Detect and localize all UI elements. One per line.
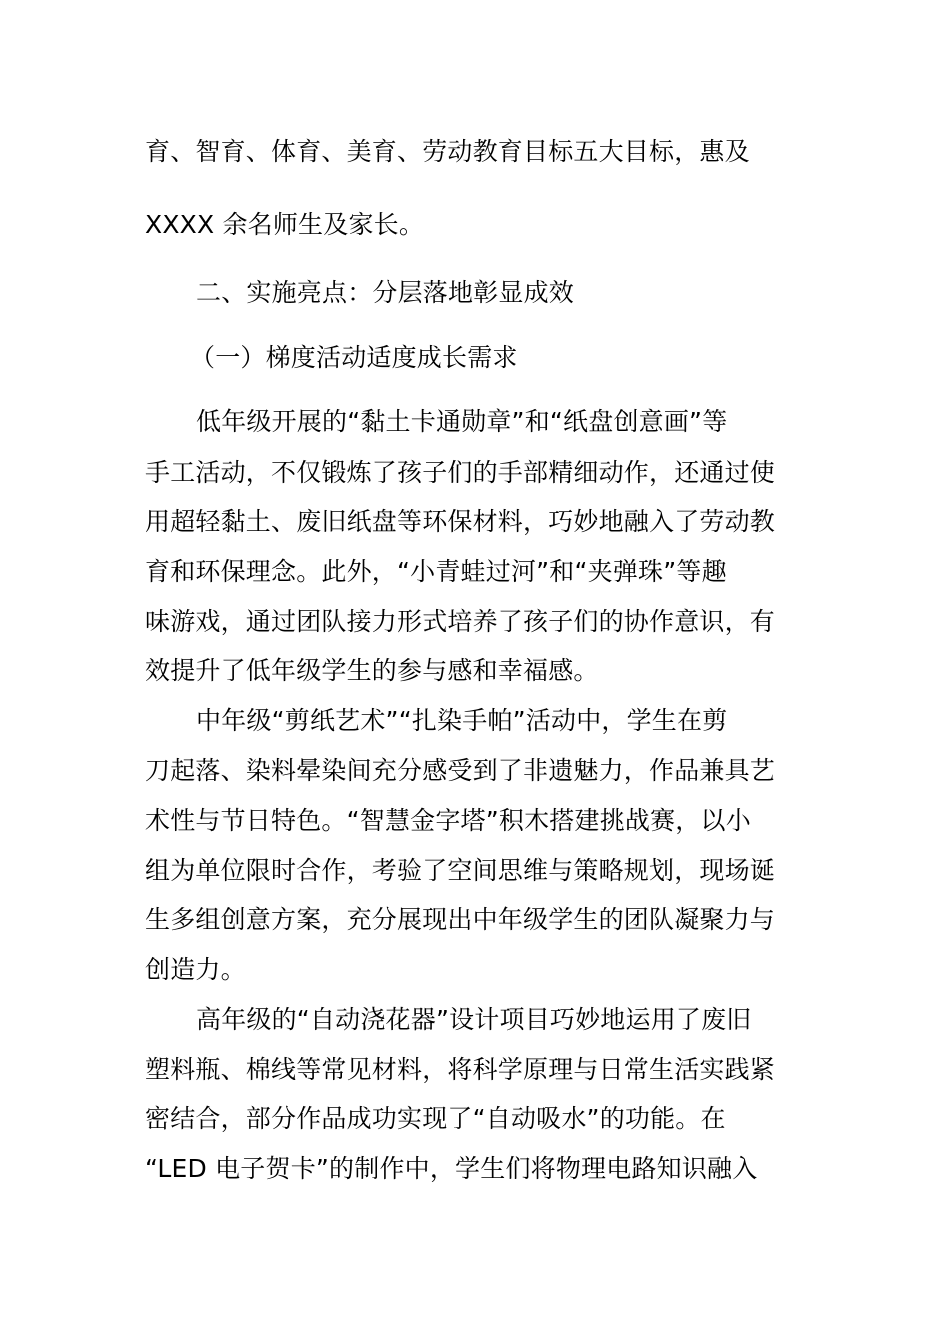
text-line: 术性与节日特色。“智慧金字塔”积木搭建挑战赛，以小 bbox=[145, 806, 751, 835]
text-line: 味游戏，通过团队接力形式培养了孩子们的协作意识，有 bbox=[145, 607, 776, 636]
text-line: 密结合，部分作品成功实现了“自动吸水”的功能。在 bbox=[145, 1104, 726, 1133]
subsection-heading: （一）梯度活动适度成长需求 bbox=[190, 343, 518, 372]
section-heading: 二、实施亮点：分层落地彰显成效 bbox=[196, 278, 575, 307]
text-line: 低年级开展的“黏土卡通勋章”和“纸盘创意画”等 bbox=[196, 407, 728, 436]
text-line: 效提升了低年级学生的参与感和幸福感。 bbox=[145, 656, 599, 685]
text-line: 育、智育、体育、美育、劳动教育目标五大目标，惠及 bbox=[145, 137, 750, 166]
text-line: 育和环保理念。此外，“小青蛙过河”和“夹弹珠”等趣 bbox=[145, 557, 727, 586]
text-line: 刀起落、染料晕染间充分感受到了非遗魅力，作品兼具艺 bbox=[145, 756, 776, 785]
text-line: 生多组创意方案，充分展现出中年级学生的团队凝聚力与 bbox=[145, 905, 776, 934]
text-line: 组为单位限时合作，考验了空间思维与策略规划，现场诞 bbox=[145, 856, 776, 885]
text-line: 塑料瓶、棉线等常见材料，将科学原理与日常生活实践紧 bbox=[145, 1055, 776, 1084]
text-line: 手工活动，不仅锻炼了孩子们的手部精细动作，还通过使 bbox=[145, 458, 776, 487]
text-line: XXXX 余名师生及家长。 bbox=[145, 210, 425, 239]
text-line: “LED 电子贺卡”的制作中，学生们将物理电路知识融入 bbox=[145, 1154, 758, 1183]
text-line: 中年级“剪纸艺术”“扎染手帕”活动中，学生在剪 bbox=[196, 706, 728, 735]
text-line: 高年级的“自动浇花器”设计项目巧妙地运用了废旧 bbox=[196, 1005, 752, 1034]
text-line: 创造力。 bbox=[145, 955, 246, 984]
text-line: 用超轻黏土、废旧纸盘等环保材料，巧妙地融入了劳动教 bbox=[145, 507, 776, 536]
